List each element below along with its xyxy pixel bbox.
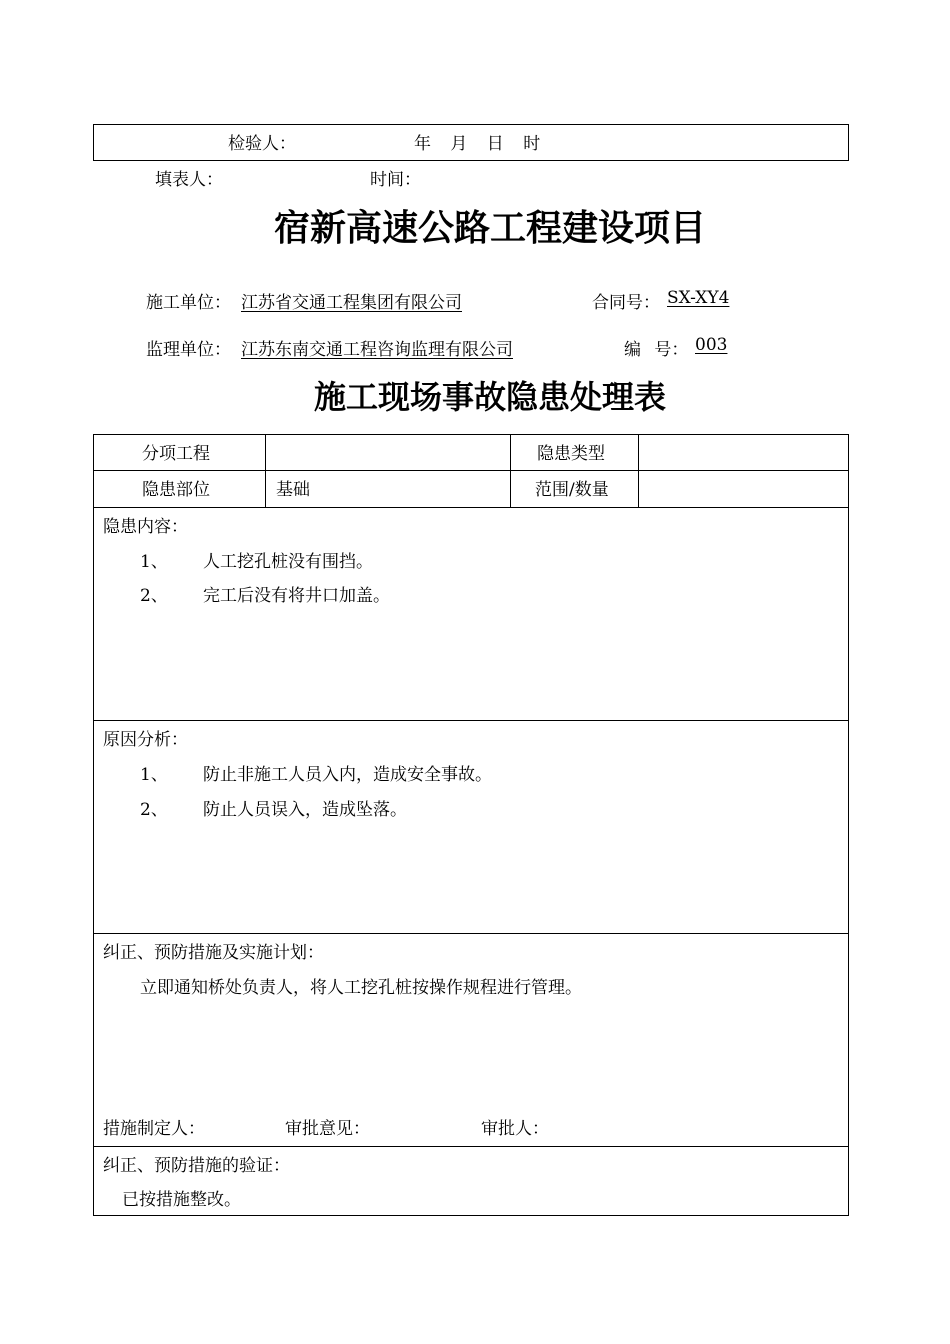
cause-item-text: 防止非施工人员入内，造成安全事故。: [203, 765, 492, 785]
cause-item-number: 1、: [140, 765, 168, 785]
sub-project-label: 分项工程: [142, 444, 210, 464]
hazard-location-value: 基础: [276, 480, 310, 500]
col-divider: [510, 434, 511, 507]
measures-label: 纠正、预防措施及实施计划：: [103, 943, 324, 963]
row-divider: [93, 470, 849, 471]
cause-item-text: 防止人员误入，造成坠落。: [203, 800, 407, 820]
col-divider: [638, 434, 639, 507]
construction-unit-label: 施工单位：: [146, 293, 231, 313]
contract-value: SX-XY4: [667, 288, 730, 308]
hazard-item-number: 2、: [140, 586, 168, 606]
row-divider: [93, 507, 849, 508]
cause-item-number: 2、: [140, 800, 168, 820]
approver-label: 审批人：: [481, 1119, 549, 1139]
verification-text: 已按措施整改。: [122, 1190, 241, 1210]
row-divider: [93, 1146, 849, 1147]
hazard-item-text: 完工后没有将井口加盖。: [203, 586, 390, 606]
hazard-location-label: 隐患部位: [142, 480, 210, 500]
contract-label: 合同号：: [592, 293, 660, 313]
datetime-label: 年 月 日 时: [414, 134, 541, 154]
scope-label: 范围/数量: [535, 480, 609, 500]
serial-value: 003: [695, 335, 728, 355]
row-divider: [93, 720, 849, 721]
inspection-box: [93, 124, 849, 161]
approval-opinion-label: 审批意见：: [285, 1119, 370, 1139]
measure-maker-label: 措施制定人：: [103, 1119, 205, 1139]
form-title: 施工现场事故隐患处理表: [313, 378, 666, 416]
inspector-label: 检验人：: [228, 134, 296, 154]
filler-label: 填表人：: [155, 170, 223, 190]
hazard-item-text: 人工挖孔桩没有围挡。: [203, 552, 373, 572]
supervision-unit-value: 江苏东南交通工程咨询监理有限公司: [241, 340, 513, 360]
verification-label: 纠正、预防措施的验证：: [103, 1156, 290, 1176]
hazard-type-label: 隐患类型: [537, 444, 605, 464]
time-label: 时间：: [370, 170, 421, 190]
construction-unit-value: 江苏省交通工程集团有限公司: [241, 293, 462, 313]
supervision-unit-label: 监理单位：: [146, 340, 231, 360]
serial-label: 编 号：: [624, 340, 689, 360]
row-divider: [93, 933, 849, 934]
hazard-item-number: 1、: [140, 552, 168, 572]
project-title: 宿新高速公路工程建设项目: [273, 208, 706, 249]
hazard-content-label: 隐患内容：: [103, 517, 188, 537]
cause-analysis-label: 原因分析：: [103, 730, 188, 750]
col-divider: [265, 434, 266, 507]
measures-text: 立即通知桥处负责人，将人工挖孔桩按操作规程进行管理。: [140, 978, 582, 998]
